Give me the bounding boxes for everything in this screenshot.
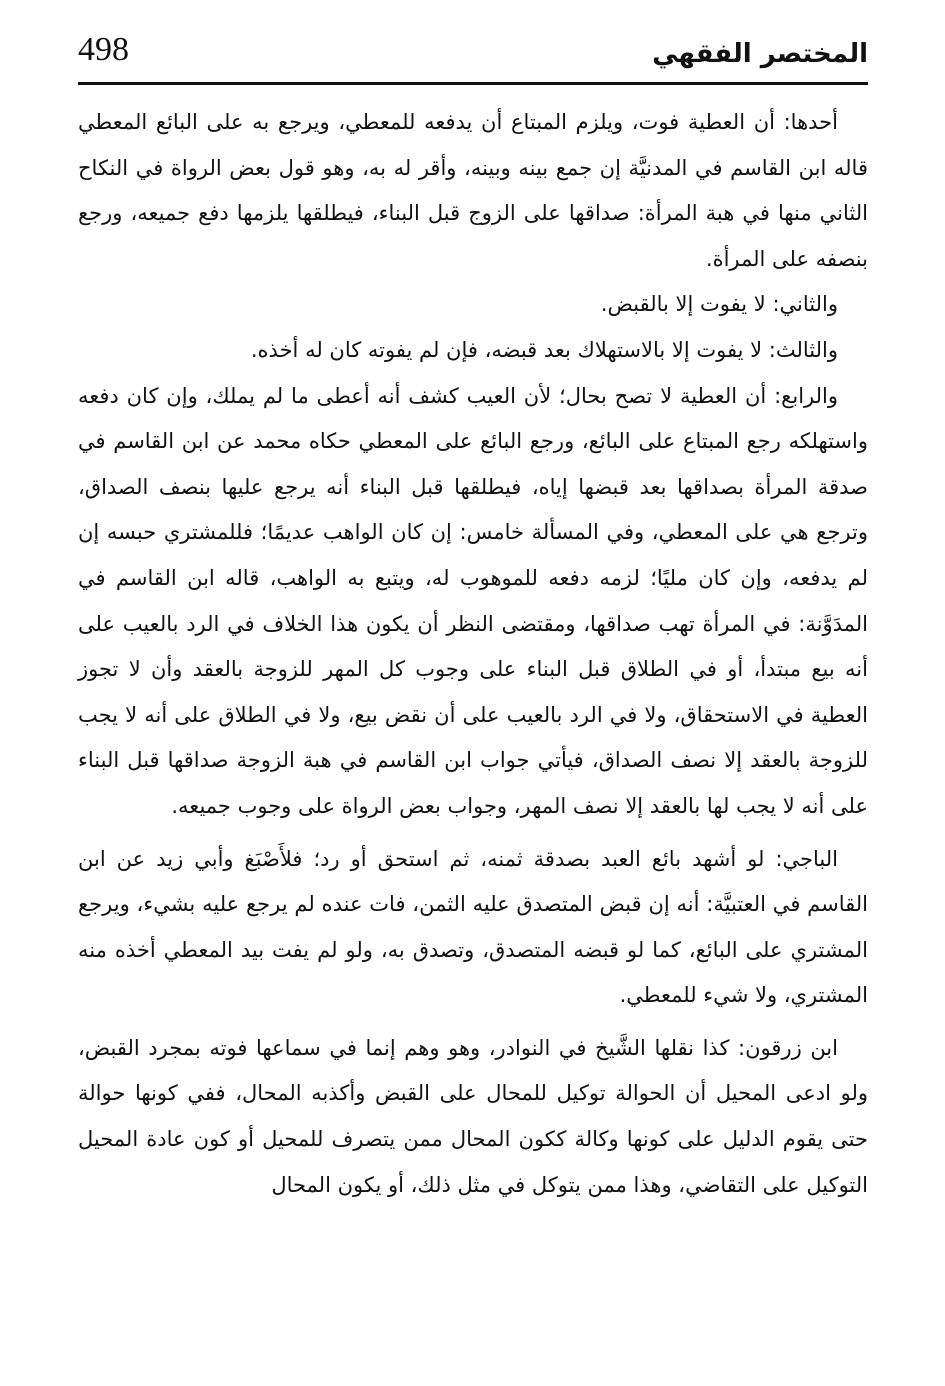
page-number: 498 <box>78 31 129 68</box>
running-title: المختصر الفقهي <box>652 39 868 69</box>
paragraph-fourth-opinion: والرابع: أن العطية لا تصح بحال؛ لأن العيب كشف أنه أعطى ما لم يملك، وإن كان دفعه واستهلكه رجع المبتاع على البائع، ورجع البائع على المعطي حكاه محمد عن ابن القاسم في صدقة المرأة بصداقها بعد قبضها إياه، فيطلقها قبل البناء أنه يرجع عليها بنصف الصداق، وترجع هي على المعطي، وفي المسألة خامس: إن كان الواهب عديمًا؛ فللمشتري حبسه إن لم يدفعه، وإن كان مليًا؛ لزمه دفعه للموهوب له، ويتبع به الواهب، قاله ابن القاسم في المدَوَّنة: في المرأة تهب صداقها، ومقتضى النظر أن يكون هذا الخلاف في الرد بالعيب على أنه بيع مبتدأ، أو في الطلاق قبل البناء على وجوب كل المهر للزوجة بالعقد وأن لا تجوز العطية في الاستحقاق، ولا في الرد بالعيب على أن نقض بيع، ولا في الطلاق على أنه لا يجب للزوجة بالعقد إلا نصف الصداق، فيأتي جواب ابن القاسم في هبة الزوجة صداقها قبل البناء على أنه لا يجب لها بالعقد إلا نصف المهر، وجواب بعض الرواة على وجوب جميعه. <box>78 383 868 818</box>
paragraph-third-opinion: والثالث: لا يفوت إلا بالاستهلاك بعد قبضه، فإن لم يفوته كان له أخذه. <box>250 337 838 362</box>
body-text <box>78 100 868 1208</box>
paragraph-ibn-zarqun: ابن زرقون: كذا نقلها الشَّيخ في النوادر، وهو وهم إنما في سماعها فوته بمجرد القبض، ولو ادعى المحيل أن الحوالة توكيل للمحال على القبض وأكذبه المحال، ففي كونها حوالة حتى يقوم الدليل على كونها وكالة ككون المحال ممن يتصرف للمحيل أو كون عادة المحيل التوكيل على التقاضي، وهذا ممن يتوكل في مثل ذلك، أو يكون المحال <box>78 1035 868 1197</box>
paragraph-baji: الباجي: لو أشهد بائع العبد بصدقة ثمنه، ثم استحق أو رد؛ فلأَصْبَغ وأبي زيد عن ابن القاسم في العتبيَّة: أنه إن قبض المتصدق عليه الثمن، فات عنده لم يرجع عليه بشيء، ويرجع المشتري على البائع، كما لو قبضه المتصدق، وتصدق به، ولو لم يفت بيد المعطي أخذه منه المشتري، ولا شيء للمعطي. <box>78 846 868 1008</box>
paragraph-second-opinion: والثاني: لا يفوت إلا بالقبض. <box>600 292 838 317</box>
paragraph-first-opinion: أحدها: أن العطية فوت، ويلزم المبتاع أن يدفعه للمعطي، ويرجع به على البائع المعطي قاله ابن القاسم في المدنيَّة إن جمع بينه وبينه، وأقر له به، وهو قول بعض الرواة في النكاح الثاني منها في هبة المرأة: صداقها على الزوج قبل البناء، فيطلقها يلزمها دفع جميعه، ورجع بنصفه على المرأة. <box>78 110 868 271</box>
header-divider <box>78 82 868 85</box>
page-header <box>78 26 868 86</box>
